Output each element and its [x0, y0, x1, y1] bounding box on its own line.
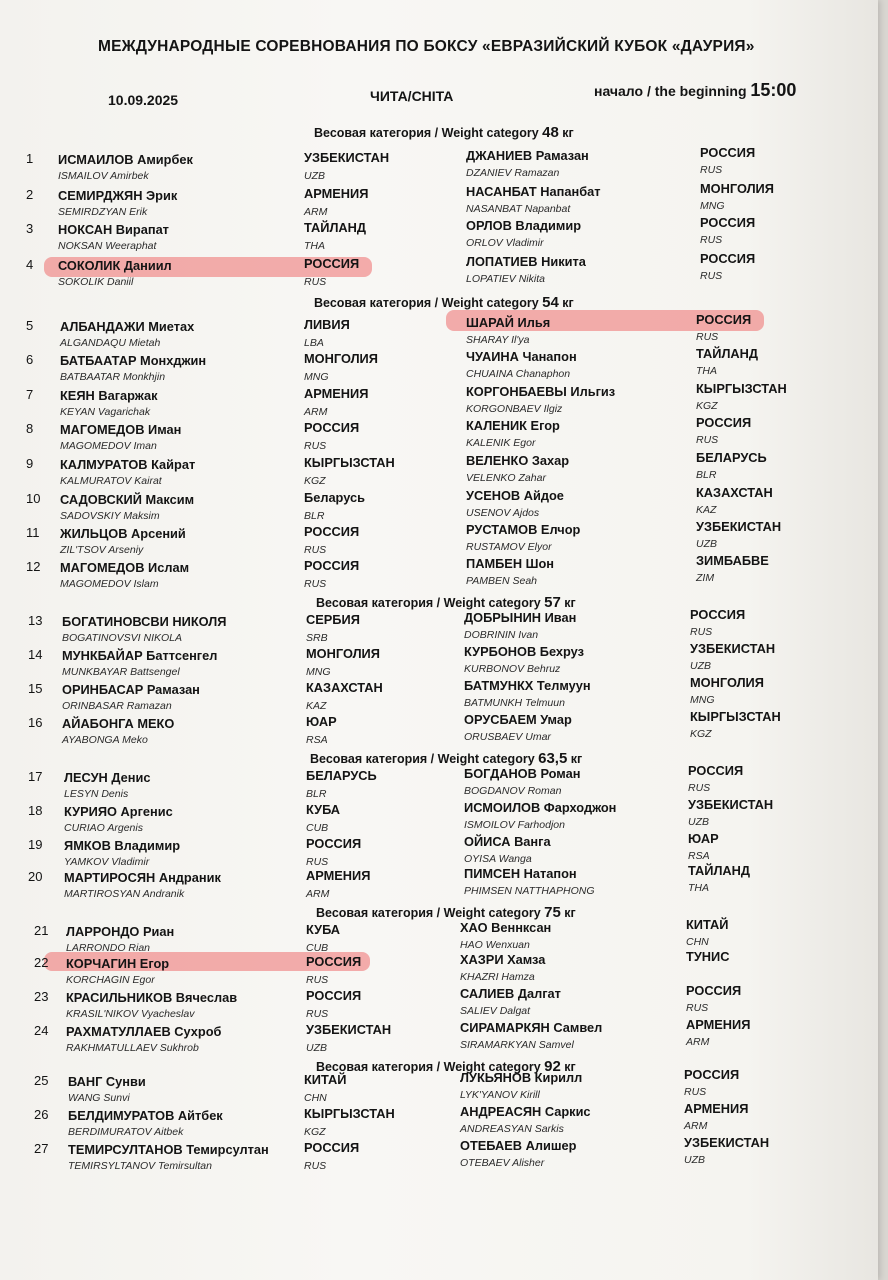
bout-number: 24 — [34, 1023, 49, 1038]
blue-corner-country: КИТАЙ — [686, 917, 729, 932]
red-corner-country-code: KGZ — [304, 475, 326, 487]
event-city: ЧИТА/CHITA — [370, 88, 454, 104]
red-corner-latin-name: KALMURATOV Kairat — [60, 475, 162, 487]
red-corner-country-code: KAZ — [306, 700, 327, 712]
red-corner-country-code: RUS — [304, 1160, 327, 1172]
weight-unit: кг — [567, 752, 583, 766]
weight-category-label: Весовая категория / Weight category — [314, 296, 543, 310]
bout-number: 11 — [26, 525, 40, 540]
red-corner-country-code: UZB — [306, 1042, 327, 1054]
red-corner-country: РОССИЯ — [304, 420, 360, 435]
red-corner-country-code: BLR — [306, 788, 327, 800]
weight-value: 48 — [542, 124, 559, 141]
bout-number: 10 — [26, 491, 41, 506]
blue-corner-name: РУСТАМОВ Елчор — [466, 522, 581, 537]
document-title: МЕЖДУНАРОДНЫЕ СОРЕВНОВАНИЯ ПО БОКСУ «ЕВРАЗИЙСКИЙ КУБОК «ДАУРИЯ» — [98, 38, 755, 55]
red-corner-name: ТЕМИРСУЛТАНОВ Темирсултан — [68, 1142, 269, 1157]
bout-number: 21 — [34, 923, 49, 938]
red-corner-country: КЫРГЫЗСТАН — [304, 1106, 395, 1121]
blue-corner-name: ПИМСЕН Натапон — [464, 866, 577, 881]
red-corner-latin-name: SEMIRDZYAN Erik — [58, 206, 148, 218]
red-corner-latin-name: SOKOLIK Daniil — [58, 276, 134, 288]
bout-number: 1 — [26, 151, 34, 166]
blue-corner-country-code: THA — [696, 365, 717, 377]
red-corner-latin-name: BOGATINOVSVI NIKOLA — [62, 632, 183, 644]
bout-number: 18 — [28, 803, 43, 818]
red-corner-latin-name: YAMKOV Vladimir — [64, 856, 150, 868]
blue-corner-name: ЛУКЬЯНОВ Кирилл — [460, 1070, 583, 1085]
red-corner-country-code: RUS — [304, 440, 327, 452]
blue-corner-country: АРМЕНИЯ — [686, 1017, 751, 1032]
blue-corner-latin-name: DOBRININ Ivan — [464, 629, 539, 641]
red-corner-latin-name: KRASIL'NIKOV Vyacheslav — [66, 1008, 195, 1020]
blue-corner-country: УЗБЕКИСТАН — [690, 641, 776, 656]
red-corner-country-code: RSA — [306, 734, 328, 746]
red-corner-name: РАХМАТУЛЛАЕВ Сухроб — [66, 1024, 222, 1039]
red-corner-country-code: CHN — [304, 1092, 327, 1104]
red-corner-name: ИСМАИЛОВ Амирбек — [58, 152, 193, 167]
blue-corner-name: САЛИЕВ Далгат — [460, 986, 561, 1001]
red-corner-country: ТАЙЛАНД — [304, 220, 367, 235]
weight-value: 57 — [544, 594, 561, 611]
blue-corner-country: КЫРГЫЗСТАН — [696, 381, 787, 396]
red-corner-country: АРМЕНИЯ — [306, 868, 371, 883]
red-corner-country: АРМЕНИЯ — [304, 386, 369, 401]
blue-corner-country: РОССИЯ — [688, 763, 744, 778]
weight-category-header — [314, 124, 574, 141]
blue-corner-country: РОССИЯ — [696, 312, 752, 327]
blue-corner-country: УЗБЕКИСТАН — [684, 1135, 770, 1150]
red-corner-name: АЛБАНДАЖИ Миетах — [60, 319, 195, 334]
red-corner-country: БЕЛАРУСЬ — [306, 768, 377, 783]
blue-corner-country-code: MNG — [700, 200, 725, 212]
blue-corner-country: ЮАР — [688, 831, 719, 846]
red-corner-country-code: LBA — [304, 337, 324, 349]
red-corner-latin-name: SADOVSKIY Maksim — [60, 510, 160, 522]
red-corner-latin-name: WANG Sunvi — [68, 1092, 130, 1104]
red-corner-country-code: CUB — [306, 942, 329, 954]
blue-corner-latin-name: LOPATIEV Nikita — [466, 273, 545, 285]
event-date: 10.09.2025 — [108, 92, 179, 108]
red-corner-country-code: RUS — [304, 544, 327, 556]
red-corner-name: ВАНГ Сунви — [68, 1074, 146, 1089]
blue-corner-latin-name: BATMUNKH Telmuun — [464, 697, 565, 709]
red-corner-name: СЕМИРДЖЯН Эрик — [58, 188, 178, 203]
blue-corner-country-code: BLR — [696, 469, 717, 481]
blue-corner-latin-name: NASANBAT Napanbat — [466, 203, 571, 215]
red-corner-country-code: THA — [304, 240, 325, 252]
bout-number: 7 — [26, 387, 34, 402]
bout-number: 16 — [28, 715, 43, 730]
weight-category-label: Весовая категория / Weight category — [316, 596, 545, 610]
blue-corner-country-code: MNG — [690, 694, 715, 706]
red-corner-country-code: ARM — [304, 406, 328, 418]
bout-number: 27 — [34, 1141, 49, 1156]
bout-number: 19 — [28, 837, 43, 852]
blue-corner-latin-name: VELENKO Zahar — [466, 472, 546, 484]
blue-corner-country-code: KGZ — [696, 400, 718, 412]
blue-corner-latin-name: SALIEV Dalgat — [460, 1005, 531, 1017]
blue-corner-country-code: RUS — [696, 434, 719, 446]
weight-value: 75 — [544, 904, 561, 921]
bout-number: 12 — [26, 559, 41, 574]
bout-number: 20 — [28, 869, 43, 884]
red-corner-country: УЗБЕКИСТАН — [306, 1022, 392, 1037]
blue-corner-name: УСЕНОВ Айдое — [466, 488, 564, 503]
red-corner-country: ЛИВИЯ — [304, 317, 350, 332]
weight-category-header — [316, 594, 576, 611]
blue-corner-latin-name: PAMBEN Seah — [466, 575, 538, 587]
blue-corner-country-code: UZB — [696, 538, 717, 550]
blue-corner-latin-name: ANDREASYAN Sarkis — [460, 1123, 564, 1135]
blue-corner-country: КЫРГЫЗСТАН — [690, 709, 781, 724]
blue-corner-name: ХАО Веннксан — [460, 920, 552, 935]
blue-corner-name: ЛОПАТИЕВ Никита — [466, 254, 586, 269]
red-corner-country: КЫРГЫЗСТАН — [304, 455, 395, 470]
blue-corner-country-code: RSA — [688, 850, 710, 862]
blue-corner-name: СИРАМАРКЯН Самвел — [460, 1020, 603, 1035]
blue-corner-latin-name: HAO Wenxuan — [460, 939, 530, 951]
red-corner-name: КОРЧАГИН Егор — [66, 956, 170, 971]
blue-corner-latin-name: ORUSBAEV Umar — [464, 731, 551, 743]
blue-corner-latin-name: CHUAINA Chanaphon — [466, 368, 571, 380]
red-corner-latin-name: ISMAILOV Amirbek — [58, 170, 149, 182]
blue-corner-latin-name: KORGONBAEV Ilgiz — [466, 403, 563, 415]
blue-corner-latin-name: SIRAMARKYAN Samvel — [460, 1039, 574, 1051]
bout-number: 14 — [28, 647, 43, 662]
weight-unit: кг — [558, 126, 574, 140]
blue-corner-name: ЧУАИНА Чанапон — [466, 349, 577, 364]
red-corner-name: СОКОЛИК Даниил — [58, 258, 172, 273]
red-corner-name: БОГАТИНОВСВИ НИКОЛЯ — [62, 614, 227, 629]
red-corner-name: МУНКБАЙАР Баттсенгел — [62, 648, 218, 663]
blue-corner-latin-name: KURBONOV Behruz — [464, 663, 561, 675]
blue-corner-country: ЗИМБАБВЕ — [696, 553, 769, 568]
red-corner-latin-name: MAGOMEDOV Iman — [60, 440, 157, 452]
blue-corner-name: ОРУСБАЕМ Умар — [464, 712, 572, 727]
red-corner-latin-name: ORINBASAR Ramazan — [62, 700, 172, 712]
blue-corner-country: РОССИЯ — [686, 983, 742, 998]
bout-number: 3 — [26, 221, 34, 236]
weight-category-header — [310, 750, 582, 767]
weight-unit: кг — [560, 906, 576, 920]
red-corner-name: КУРИЯО Аргенис — [64, 804, 173, 819]
blue-corner-name: КУРБОНОВ Бехруз — [464, 644, 584, 659]
red-corner-latin-name: TEMIRSYLTANOV Temirsultan — [68, 1160, 212, 1172]
red-corner-name: БАТБААТАР Монхджин — [60, 353, 207, 368]
red-corner-country: РОССИЯ — [304, 524, 360, 539]
bout-number: 9 — [26, 456, 34, 471]
red-corner-latin-name: ALGANDAQU Mietah — [60, 337, 161, 349]
red-corner-country: КИТАЙ — [304, 1072, 347, 1087]
blue-corner-name: ХАЗРИ Хамза — [460, 952, 546, 967]
weight-value: 92 — [544, 1058, 561, 1075]
blue-corner-country-code: CHN — [686, 936, 709, 948]
blue-corner-country: ТАЙЛАНД — [688, 863, 751, 878]
blue-corner-country: РОССИЯ — [696, 415, 752, 430]
blue-corner-country: РОССИЯ — [700, 215, 756, 230]
weight-category-label: Весовая категория / Weight category — [314, 126, 543, 140]
red-corner-latin-name: MUNKBAYAR Battsengel — [62, 666, 180, 678]
weight-category-label: Весовая категория / Weight category — [310, 752, 539, 766]
red-corner-country: ЮАР — [306, 714, 337, 729]
bout-number: 26 — [34, 1107, 49, 1122]
blue-corner-country: ТУНИС — [686, 949, 730, 964]
red-corner-latin-name: ZIL'TSOV Arseniy — [60, 544, 144, 556]
blue-corner-country-code: ARM — [684, 1120, 708, 1132]
blue-corner-country: МОНГОЛИЯ — [690, 675, 764, 690]
weight-value: 54 — [542, 294, 559, 311]
blue-corner-country-code: RUS — [700, 164, 723, 176]
red-corner-latin-name: BATBAATAR Monkhjin — [60, 371, 166, 383]
blue-corner-name: ОТЕБАЕВ Алишер — [460, 1138, 577, 1153]
red-corner-country-code: MNG — [304, 371, 329, 383]
weight-unit: кг — [560, 1060, 576, 1074]
red-corner-country-code: RUS — [306, 856, 329, 868]
red-corner-latin-name: MARTIROSYAN Andranik — [64, 888, 185, 900]
weight-value: 63,5 — [538, 750, 568, 767]
blue-corner-name: ОЙИСА Ванга — [464, 834, 551, 849]
weight-unit: кг — [558, 296, 574, 310]
blue-corner-country: МОНГОЛИЯ — [700, 181, 774, 196]
red-corner-latin-name: AYABONGA Meko — [62, 734, 148, 746]
red-corner-country-code: ARM — [304, 206, 328, 218]
blue-corner-name: ПАМБЕН Шон — [466, 556, 555, 571]
blue-corner-name: КОРГОНБАЕВЫ Ильгиз — [466, 384, 616, 399]
blue-corner-latin-name: SHARAY Il'ya — [466, 334, 530, 346]
red-corner-country: РОССИЯ — [304, 256, 360, 271]
blue-corner-name: ШАРАЙ Илья — [466, 315, 551, 330]
blue-corner-country-code: RUS — [700, 270, 723, 282]
blue-corner-country-code: RUS — [696, 331, 719, 343]
blue-corner-country: КАЗАХСТАН — [696, 485, 773, 500]
red-corner-name: АЙАБОНГА МЕКО — [62, 716, 175, 731]
blue-corner-latin-name: BOGDANOV Roman — [464, 785, 562, 797]
red-corner-country-code: RUS — [306, 1008, 329, 1020]
red-corner-name: ЯМКОВ Владимир — [64, 838, 181, 853]
red-corner-country: Беларусь — [304, 490, 365, 505]
red-corner-country-code: UZB — [304, 170, 325, 182]
blue-corner-country: АРМЕНИЯ — [684, 1101, 749, 1116]
blue-corner-latin-name: RUSTAMOV Elyor — [466, 541, 552, 553]
bout-number: 8 — [26, 421, 34, 436]
bout-number: 22 — [34, 955, 49, 970]
blue-corner-name: ДЖАНИЕВ Рамазан — [466, 148, 589, 163]
blue-corner-latin-name: ISMOILOV Farhodjon — [464, 819, 565, 831]
bout-number: 17 — [28, 769, 43, 784]
bout-number: 5 — [26, 318, 34, 333]
blue-corner-country-code: THA — [688, 882, 709, 894]
blue-corner-country: БЕЛАРУСЬ — [696, 450, 767, 465]
red-corner-latin-name: LARRONDO Rian — [66, 942, 151, 954]
blue-corner-country: РОССИЯ — [700, 251, 756, 266]
red-corner-latin-name: RAKHMATULLAEV Sukhrob — [66, 1042, 199, 1054]
red-corner-country-code: MNG — [306, 666, 331, 678]
red-corner-country-code: RUS — [304, 276, 327, 288]
red-corner-name: КАЛМУРАТОВ Кайрат — [60, 457, 196, 472]
red-corner-name: ЖИЛЬЦОВ Арсений — [60, 526, 186, 541]
red-corner-name: ОРИНБАСАР Рамазан — [62, 682, 200, 697]
red-corner-country: РОССИЯ — [306, 954, 362, 969]
red-corner-country-code: ARM — [306, 888, 330, 900]
red-corner-country: РОССИЯ — [306, 988, 362, 1003]
red-corner-latin-name: NOKSAN Weeraphat — [58, 240, 157, 252]
weight-category-label: Весовая категория / Weight category — [316, 906, 545, 920]
blue-corner-latin-name: LYK'YANOV Kirill — [460, 1089, 540, 1101]
red-corner-country: РОССИЯ — [304, 1140, 360, 1155]
red-corner-country: РОССИЯ — [306, 836, 362, 851]
red-corner-latin-name: KEYAN Vagarichak — [60, 406, 151, 418]
red-corner-country-code: CUB — [306, 822, 329, 834]
start-time: 15:00 — [750, 80, 797, 100]
red-corner-country-code: RUS — [306, 974, 329, 986]
red-corner-country: КАЗАХСТАН — [306, 680, 383, 695]
blue-corner-latin-name: KHAZRI Hamza — [460, 971, 535, 983]
blue-corner-latin-name: KALENIK Egor — [466, 437, 536, 449]
red-corner-name: КРАСИЛЬНИКОВ Вячеслав — [66, 990, 238, 1005]
blue-corner-country-code: RUS — [690, 626, 713, 638]
red-corner-country: МОНГОЛИЯ — [304, 351, 378, 366]
blue-corner-country-code: UZB — [688, 816, 709, 828]
blue-corner-country-code: RUS — [684, 1086, 707, 1098]
red-corner-country: АРМЕНИЯ — [304, 186, 369, 201]
red-corner-country-code: BLR — [304, 510, 325, 522]
red-corner-name: САДОВСКИЙ Максим — [60, 492, 195, 507]
blue-corner-name: БОГДАНОВ Роман — [464, 766, 581, 781]
blue-corner-country-code: UZB — [684, 1154, 705, 1166]
red-corner-latin-name: BERDIMURATOV Aitbek — [68, 1126, 184, 1138]
blue-corner-latin-name: PHIMSEN NATTHAPHONG — [464, 885, 595, 897]
blue-corner-name: ВЕЛЕНКО Захар — [466, 453, 570, 468]
weight-category-header — [314, 294, 574, 311]
weight-category-header — [316, 904, 576, 921]
red-corner-name: ЛАРРОНДО Риан — [66, 924, 175, 939]
weight-unit: кг — [560, 596, 576, 610]
blue-corner-country-code: ARM — [686, 1036, 710, 1048]
blue-corner-country-code: KGZ — [690, 728, 712, 740]
red-corner-name: БЕЛДИМУРАТОВ Айтбек — [68, 1108, 223, 1123]
blue-corner-latin-name: USENOV Ajdos — [466, 507, 540, 519]
blue-corner-latin-name: OYISA Wanga — [464, 853, 532, 865]
blue-corner-name: ИСМОИЛОВ Фарходжон — [464, 800, 617, 815]
blue-corner-latin-name: ORLOV Vladimir — [466, 237, 544, 249]
red-corner-name: МАГОМЕДОВ Иман — [60, 422, 182, 437]
red-corner-name: ЛЕСУН Денис — [64, 770, 151, 785]
bout-number: 15 — [28, 681, 43, 696]
blue-corner-name: КАЛЕНИК Егор — [466, 418, 560, 433]
blue-corner-country: ТАЙЛАНД — [696, 346, 759, 361]
start-label: начало / the beginning — [594, 83, 747, 99]
blue-corner-latin-name: OTEBAEV Alisher — [460, 1157, 545, 1169]
blue-corner-country: УЗБЕКИСТАН — [696, 519, 782, 534]
start-time-label — [594, 80, 796, 101]
blue-corner-latin-name: DZANIEV Ramazan — [466, 167, 560, 179]
blue-corner-country-code: RUS — [700, 234, 723, 246]
blue-corner-country: РОССИЯ — [684, 1067, 740, 1082]
red-corner-latin-name: LESYN Denis — [64, 788, 129, 800]
red-corner-country-code: RUS — [304, 578, 327, 590]
red-corner-name: МАГОМЕДОВ Ислам — [60, 560, 190, 575]
red-corner-country: СЕРБИЯ — [306, 612, 360, 627]
blue-corner-country: УЗБЕКИСТАН — [688, 797, 774, 812]
red-corner-name: КЕЯН Вагаржак — [60, 388, 158, 403]
weight-category-label: Весовая категория / Weight category — [316, 1060, 545, 1074]
red-corner-country-code: SRB — [306, 632, 328, 644]
bout-number: 6 — [26, 352, 34, 367]
blue-corner-name: АНДРЕАСЯН Саркис — [460, 1104, 591, 1119]
bout-number: 25 — [34, 1073, 49, 1088]
red-corner-country: КУБА — [306, 802, 341, 817]
blue-corner-country-code: RUS — [686, 1002, 709, 1014]
bout-number: 23 — [34, 989, 49, 1004]
blue-corner-country: РОССИЯ — [690, 607, 746, 622]
blue-corner-country-code: UZB — [690, 660, 711, 672]
red-corner-latin-name: MAGOMEDOV Islam — [60, 578, 159, 590]
blue-corner-name: ДОБРЫНИН Иван — [464, 610, 577, 625]
red-corner-latin-name: KORCHAGIN Egor — [66, 974, 155, 986]
red-corner-name: НОКСАН Вирапат — [58, 222, 169, 237]
red-corner-country-code: KGZ — [304, 1126, 326, 1138]
red-corner-name: МАРТИРОСЯН Андраник — [64, 870, 221, 885]
blue-corner-country-code: KAZ — [696, 504, 717, 516]
blue-corner-name: БАТМУНКХ Телмуун — [464, 678, 591, 693]
red-corner-country: МОНГОЛИЯ — [306, 646, 380, 661]
red-corner-country: УЗБЕКИСТАН — [304, 150, 390, 165]
blue-corner-country-code: RUS — [688, 782, 711, 794]
red-corner-country: РОССИЯ — [304, 558, 360, 573]
blue-corner-name: НАСАНБАТ Напанбат — [466, 184, 601, 199]
bout-number: 13 — [28, 613, 43, 628]
blue-corner-country-code: ZIM — [696, 572, 715, 584]
bout-number: 2 — [26, 187, 34, 202]
red-corner-country: КУБА — [306, 922, 341, 937]
blue-corner-country: РОССИЯ — [700, 145, 756, 160]
blue-corner-name: ОРЛОВ Владимир — [466, 218, 582, 233]
bout-number: 4 — [26, 257, 34, 272]
red-corner-latin-name: CURIAO Argenis — [64, 822, 143, 834]
